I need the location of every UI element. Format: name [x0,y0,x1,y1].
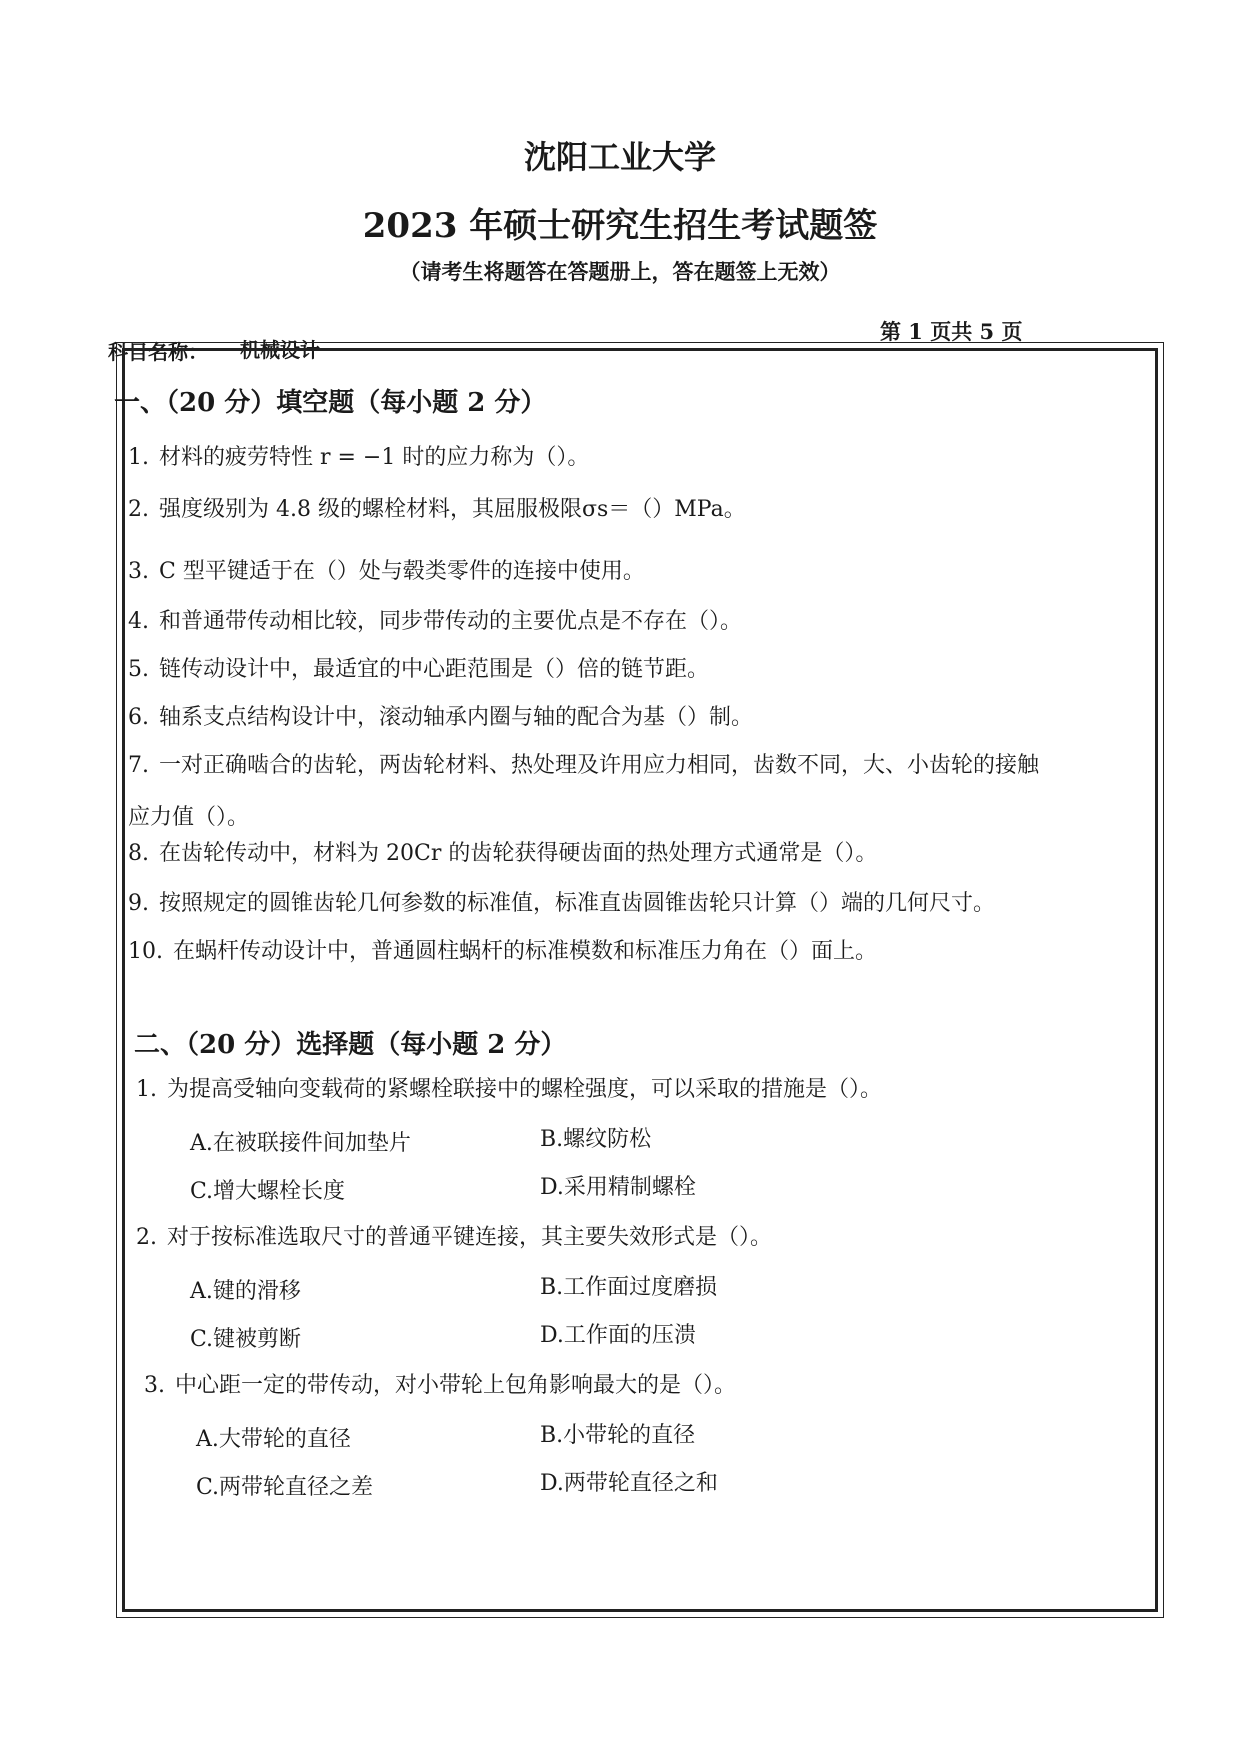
option-b: B.螺纹防松 [540,1127,652,1152]
question-text: 轴系支点结构设计中，滚动轴承内圈与轴的配合为基（）制。 [159,705,754,730]
choice-question-3 [144,1368,736,1399]
question-text: 和普通带传动相比较，同步带传动的主要优点是不存在（）。 [159,609,743,634]
option-c: C.两带轮直径之差 [196,1475,374,1500]
question-text: 为提高受轴向变载荷的紧螺栓联接中的螺栓强度，可以采取的措施是（）。 [167,1077,883,1102]
question-number: 7. [128,753,149,778]
question-text: 材料的疲劳特性 r = −1 时的应力称为（）。 [159,445,590,470]
university-name: 沈阳工业大学 [523,138,716,176]
question-text: 中心距一定的带传动，对小带轮上包角影响最大的是（）。 [175,1373,737,1398]
fill-question-1 [128,440,589,471]
choice-question-1 [136,1072,882,1103]
fill-question-10 [128,934,877,965]
question-number: 6. [128,705,149,730]
page-number: 第 1 页共 5 页 [880,319,1023,344]
option-c: C.键被剪断 [190,1327,302,1352]
fill-question-3 [128,554,645,585]
option-a: A.在被联接件间加垫片 [190,1131,411,1156]
question-text: C 型平键适于在（）处与毂类零件的连接中使用。 [159,559,645,584]
question-text: 一对正确啮合的齿轮，两齿轮材料、热处理及许用应力相同，齿数不同，大、小齿轮的接触 [159,753,1040,778]
question-text: 强度级别为 4.8 级的螺栓材料，其屈服极限σs＝（）MPa。 [159,497,746,522]
option-d: D.工作面的压溃 [540,1323,696,1348]
question-number: 2. [136,1225,157,1250]
question-number: 3. [128,559,149,584]
option-a: A.大带轮的直径 [196,1427,351,1452]
question-text: 在齿轮传动中，材料为 20Cr 的齿轮获得硬齿面的热处理方式通常是（）。 [159,841,878,866]
fill-question-7 [128,748,1039,779]
option-c: C.增大螺栓长度 [190,1179,346,1204]
question-text: 在蜗杆传动设计中，普通圆柱蜗杆的标准模数和标准压力角在（）面上。 [173,939,878,964]
fill-question-6 [128,700,753,731]
question-number: 10. [128,939,163,964]
question-number: 1. [128,445,149,470]
fill-question-4 [128,604,742,635]
fill-question-5 [128,652,709,683]
subject-name: 机械设计 [240,338,320,362]
option-d: D.两带轮直径之和 [540,1471,718,1496]
option-b: B.小带轮的直径 [540,1423,696,1448]
option-b: B.工作面过度磨损 [540,1275,718,1300]
question-number: 2. [128,497,149,522]
question-text: 对于按标准选取尺寸的普通平键连接，其主要失效形式是（）。 [167,1225,773,1250]
option-d: D.采用精制螺栓 [540,1175,696,1200]
subject-label: 科目名称： [108,340,208,364]
fill-question-7-continued: 应力值（）。 [128,805,250,830]
fill-question-2 [128,492,746,523]
exam-title: 2023 年硕士研究生招生考试题签 [362,206,878,246]
question-number: 8. [128,841,149,866]
exam-notice: （请考生将题答在答题册上，答在题签上无效） [399,259,841,284]
section2-title: 二、（20 分）选择题（每小题 2 分） [134,1030,567,1060]
question-number: 4. [128,609,149,634]
question-number: 1. [136,1077,157,1102]
question-number: 5. [128,657,149,682]
choice-question-2 [136,1220,772,1251]
section1-title: 一、（20 分）填空题（每小题 2 分） [114,388,547,418]
question-number: 3. [144,1373,165,1398]
option-a: A.键的滑移 [190,1279,301,1304]
fill-question-9 [128,886,995,917]
fill-question-8 [128,836,877,867]
question-text: 链传动设计中，最适宜的中心距范围是（）倍的链节距。 [159,657,710,682]
question-text: 按照规定的圆锥齿轮几何参数的标准值，标准直齿圆锥齿轮只计算（）端的几何尺寸。 [159,891,996,916]
question-number: 9. [128,891,149,916]
